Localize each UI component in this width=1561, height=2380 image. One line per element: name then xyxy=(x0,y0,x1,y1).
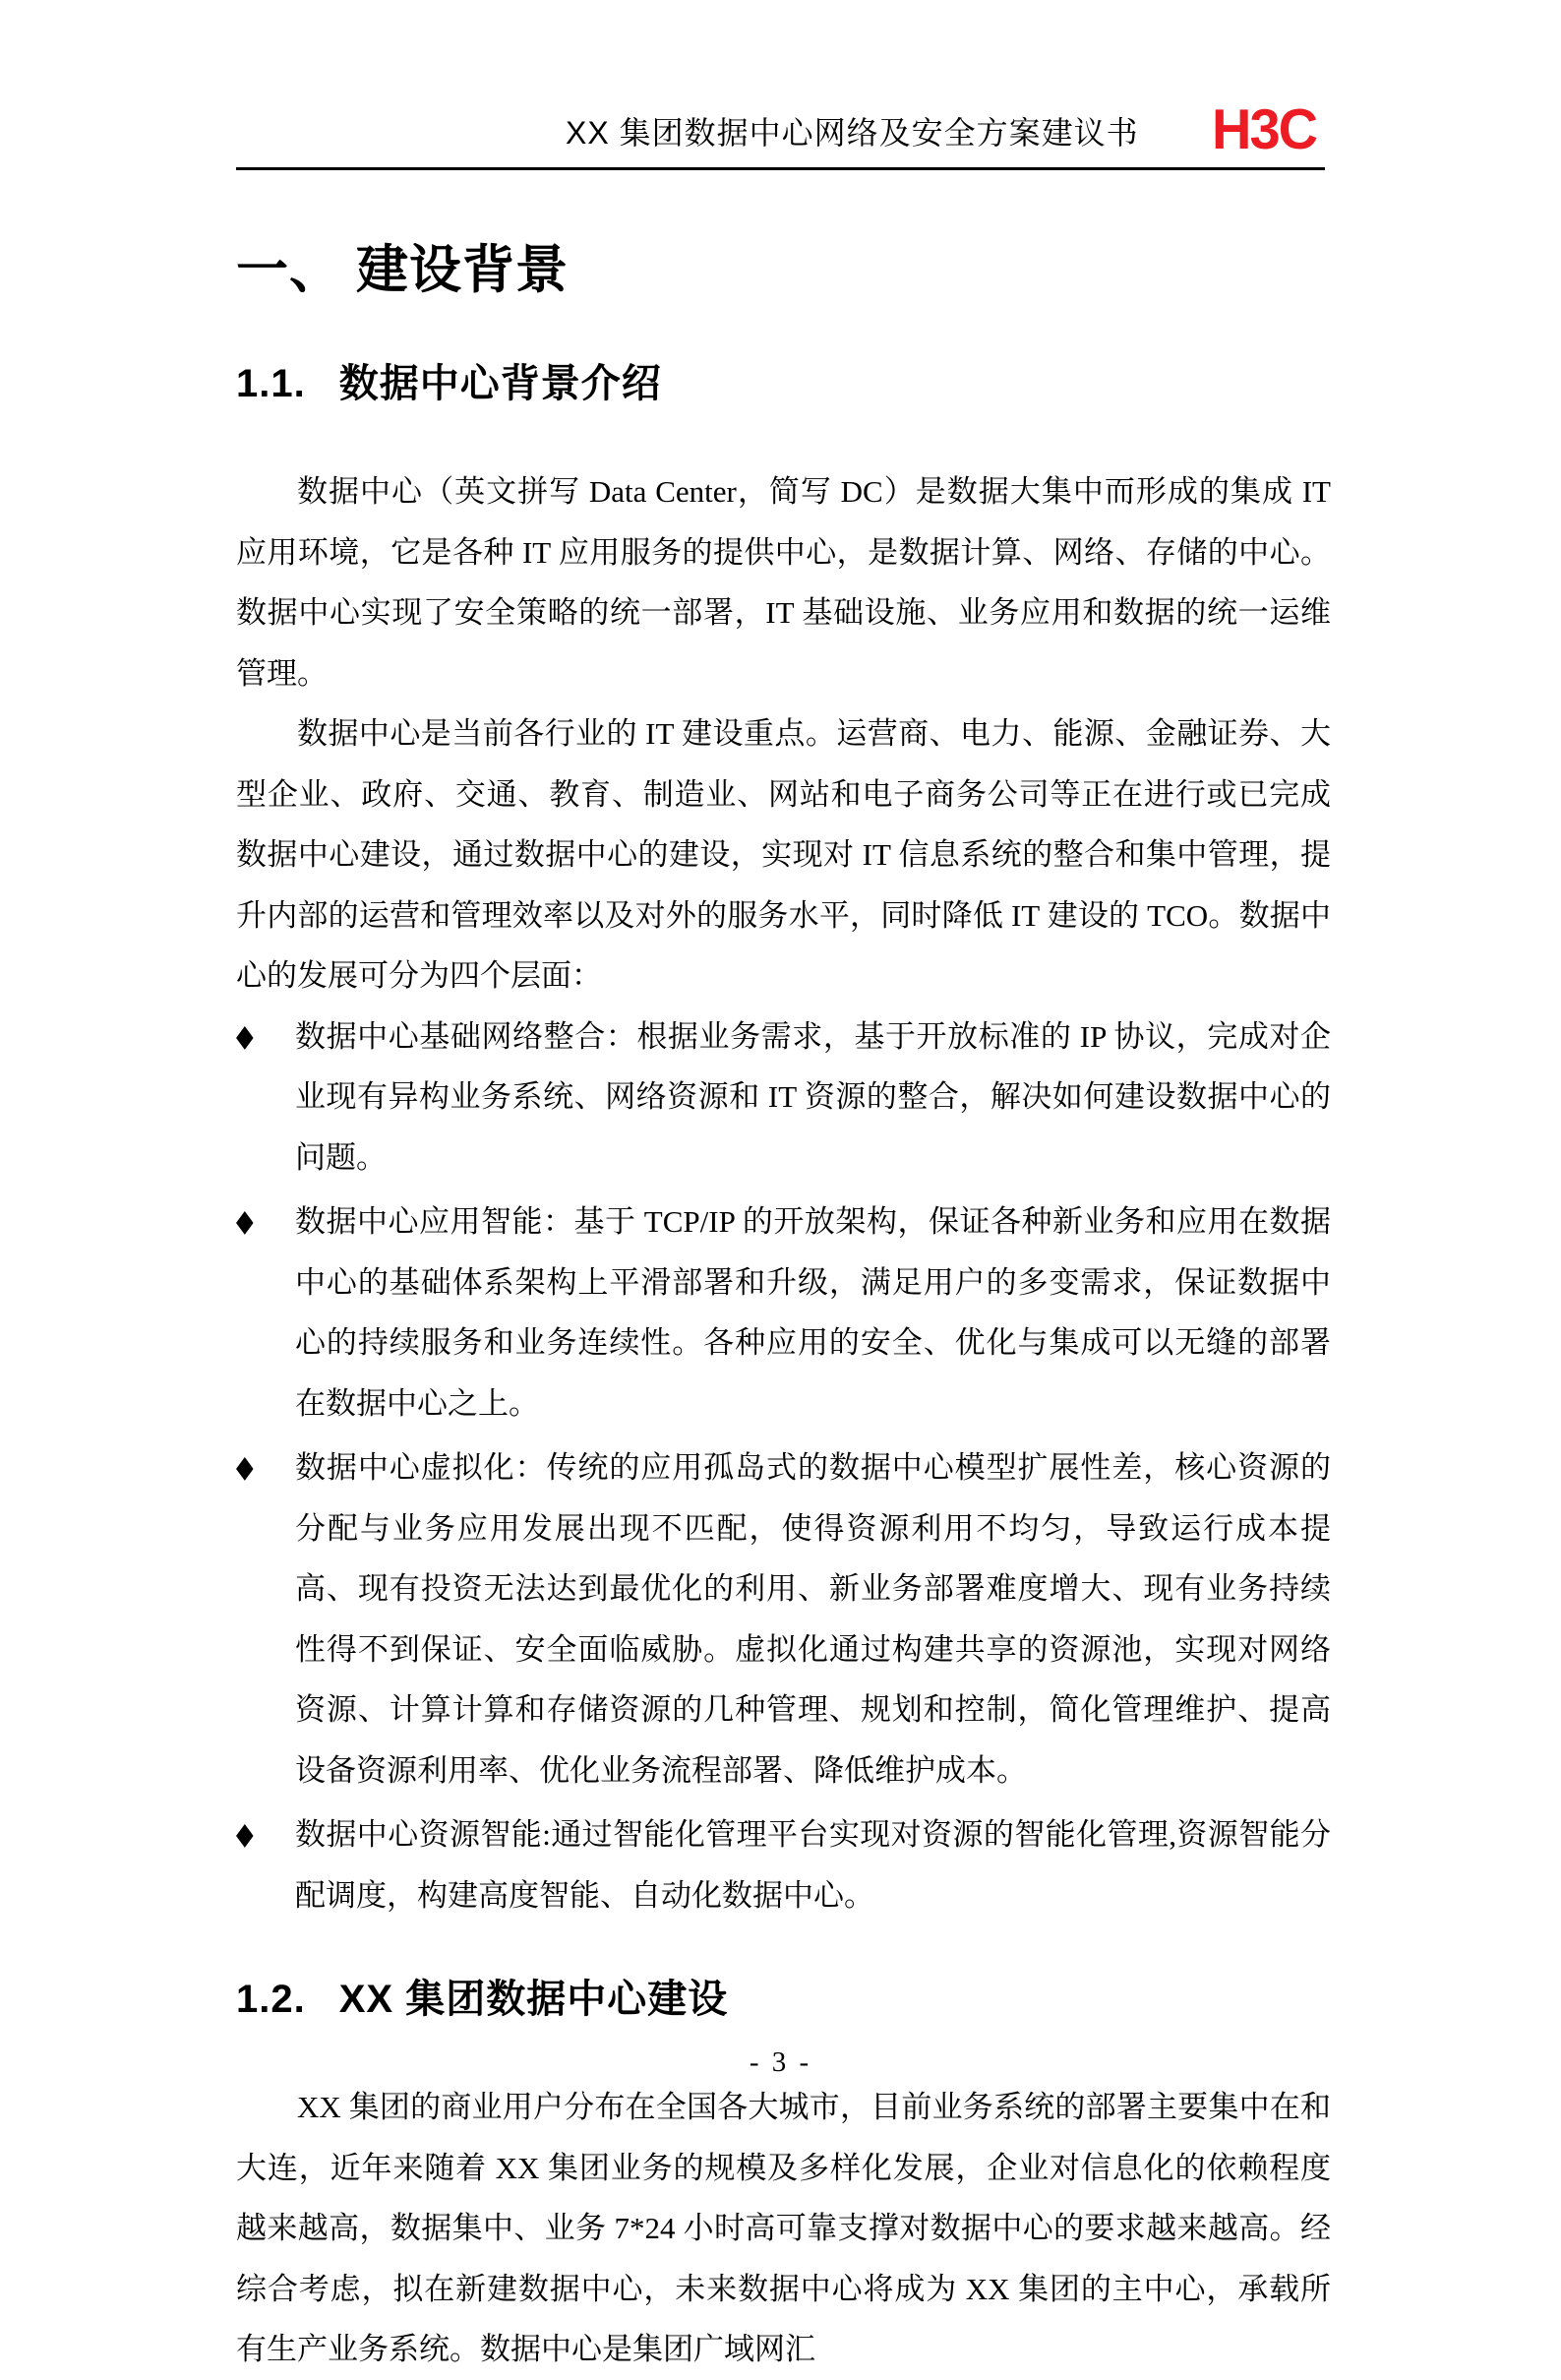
diamond-bullet-icon: ◆ xyxy=(236,1203,254,1240)
paragraph: 数据中心是当前各行业的 IT 建设重点。运营商、电力、能源、金融证券、大型企业、政府、交通、教育、制造业、网站和电子商务公司等正在进行或已完成数据中心建设，通过数据中心的建设，实现对 IT 信息系统的整合和集中管理，提升内部的运营和管理效率以及对外的服务水平，同时降低 IT 建设的 TCO。数据中心的发展可分为四个层面： xyxy=(236,716,1331,993)
section-heading-1-2 xyxy=(236,1977,1331,2022)
list-item xyxy=(236,1191,1331,1434)
diamond-bullet-icon: ◆ xyxy=(236,1018,254,1054)
list-item-text: 数据中心基础网络整合：根据业务需求，基于开放标准的 IP 协议，完成对企业现有异构业务系统、网络资源和 IT 资源的整合，解决如何建设数据中心的问题。 xyxy=(295,1018,1331,1175)
list-item-text: 数据中心应用智能：基于 TCP/IP 的开放架构，保证各种新业务和应用在数据中心的基础体系架构上平滑部署和升级，满足用户的多变需求，保证数据中心的持续服务和业务连续性。各种应用的安全、优化与集成可以无缝的部署在数据中心之上。 xyxy=(295,1204,1331,1421)
list-item-text: 数据中心资源智能:通过智能化管理平台实现对资源的智能化管理,资源智能分配调度，构建高度智能、自动化数据中心。 xyxy=(295,1817,1331,1913)
chapter-heading xyxy=(236,243,1331,298)
h3c-logo: H3C xyxy=(1212,96,1317,161)
section-heading-1-1 xyxy=(236,361,1331,406)
header-rule xyxy=(236,167,1325,170)
section-number: 1.1. xyxy=(236,362,306,405)
list-item xyxy=(236,1804,1331,1925)
list-item-text: 数据中心虚拟化：传统的应用孤岛式的数据中心模型扩展性差，核心资源的分配与业务应用发展出现不匹配，使得资源利用不均匀，导致运行成本提高、现有投资无法达到最优化的利用、新业务部署难度增大、现有业务持续性得不到保证、安全面临威胁。虚拟化通过构建共享的资源池，实现对网络资源、计算计算和存储资源的几种管理、规划和控制，简化管理维护、提高设备资源利用率、优化业务流程部署、降低维护成本。 xyxy=(295,1450,1331,1788)
bullet-list xyxy=(236,1007,1331,1926)
section-title: XX 集团数据中心建设 xyxy=(338,1978,729,2021)
page-footer xyxy=(0,2044,1561,2080)
section-title: 数据中心背景介绍 xyxy=(338,362,662,405)
doc-title: XX 集团数据中心网络及安全方案建议书 xyxy=(566,115,1139,151)
diamond-bullet-icon: ◆ xyxy=(236,1816,254,1853)
paragraph: XX 集团的商业用户分布在全国各大城市，目前业务系统的部署主要集中在和大连，近年来随着 XX 集团业务的规模及多样化发展，企业对信息化的依赖程度越来越高，数据集中、业务 7*24 小时高可靠支撑对数据中心的要求越来越高。经综合考虑，拟在新建数据中心，未来数据中心将成为 XX 集团的主中心，承载所有生产业务系统。数据中心是集团广域网汇 xyxy=(236,2090,1331,2366)
paragraph: 数据中心（英文拼写 Data Center，简写 DC）是数据大集中而形成的集成 IT 应用环境，它是各种 IT 应用服务的提供中心，是数据计算、网络、存储的中心。数据中心实现了安全策略的统一部署，IT 基础设施、业务应用和数据的统一运维管理。 xyxy=(236,474,1331,691)
diamond-bullet-icon: ◆ xyxy=(236,1449,254,1486)
page-number: - 3 - xyxy=(749,2046,812,2078)
chapter-title: 建设背景 xyxy=(356,241,569,299)
list-item xyxy=(236,1007,1331,1189)
chapter-number: 一、 xyxy=(236,241,342,299)
section-number: 1.2. xyxy=(236,1978,306,2021)
list-item xyxy=(236,1437,1331,1800)
